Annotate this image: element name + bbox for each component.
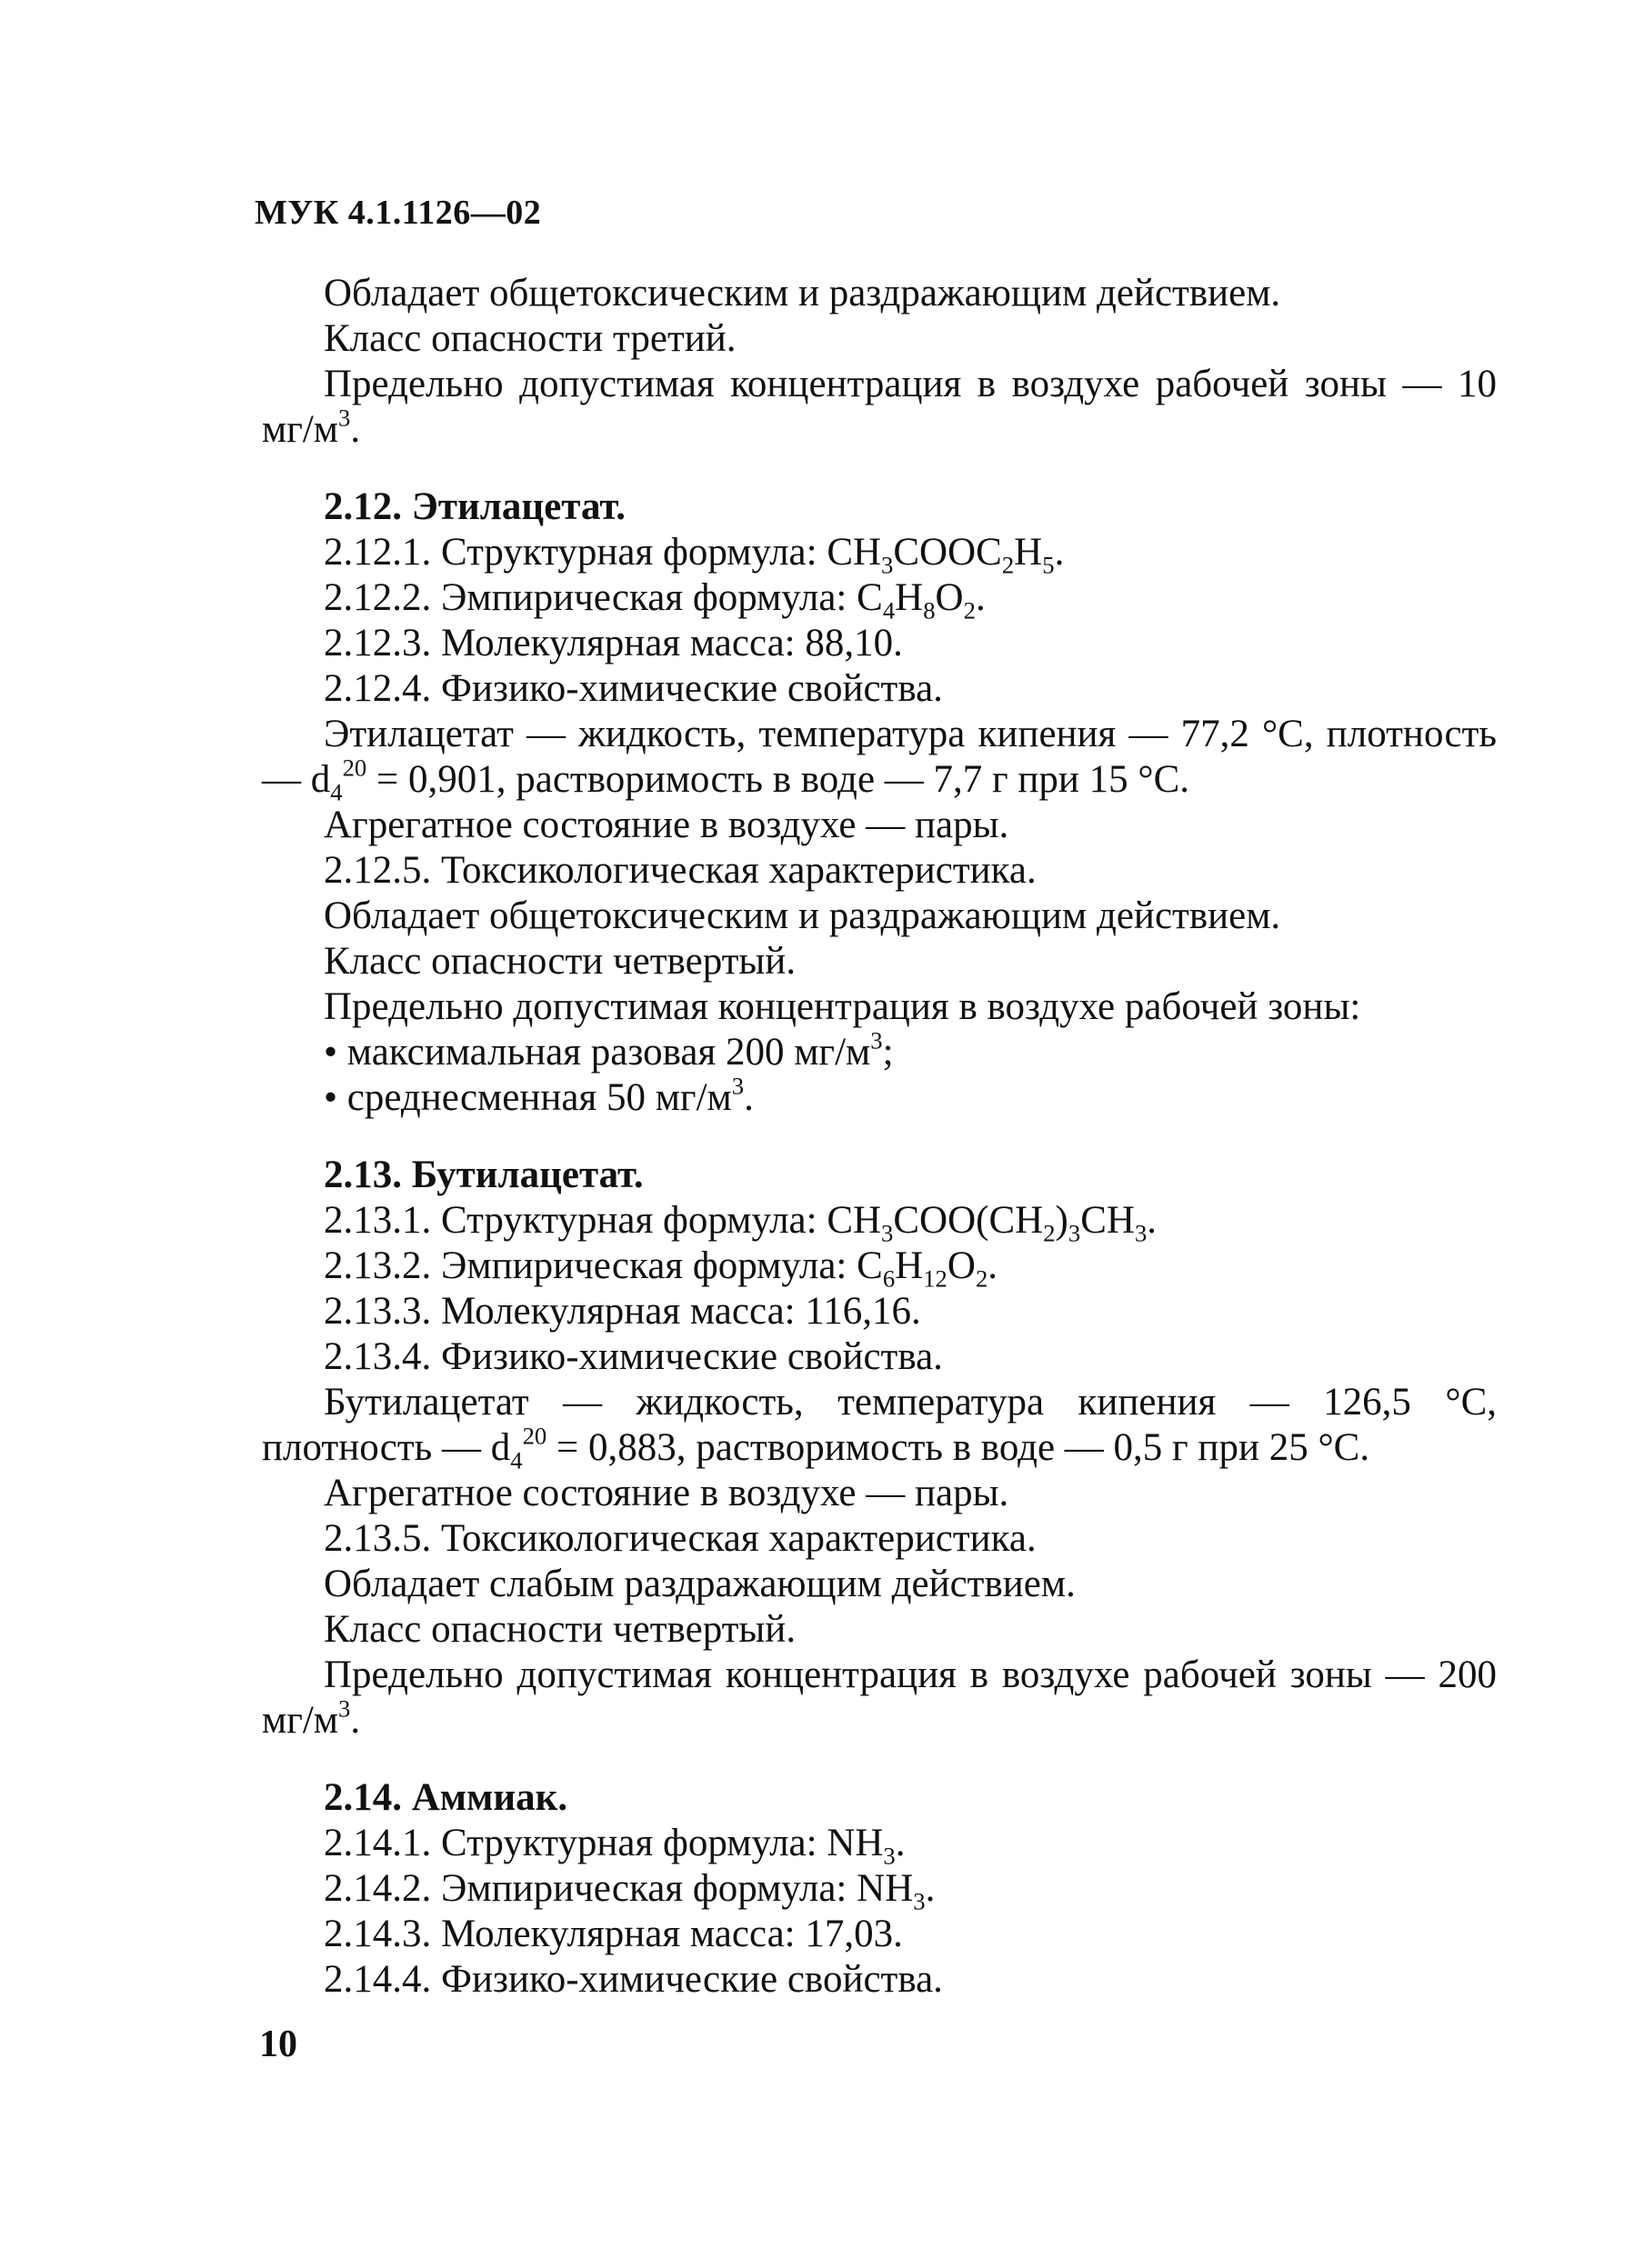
intro-effect: Обладает общетоксическим и раздражающим действием. bbox=[324, 272, 1281, 315]
s212-mac-avg-text: • среднесменная 50 мг/м bbox=[324, 1076, 732, 1119]
s213-mac bbox=[262, 1653, 1497, 1743]
section-2-13-title: Бутилацетат. bbox=[411, 1154, 644, 1196]
f-sub: 2 bbox=[1043, 1219, 1056, 1247]
section-2-12-number: 2.12. bbox=[324, 485, 402, 528]
section-2-14-title: Аммиак. bbox=[411, 1776, 568, 1819]
s213-effect: Обладает слабым раздражающим действием. bbox=[324, 1563, 1076, 1605]
document-body bbox=[262, 271, 1497, 2003]
s212-structural-formula bbox=[262, 530, 1497, 579]
section-2-12-title: Этилацетат. bbox=[411, 485, 626, 528]
s212-mac-max-end: ; bbox=[882, 1031, 894, 1074]
section-2-12-heading bbox=[262, 485, 1497, 530]
s212-aggregate-state: Агрегатное состояние в воздухе — пары. bbox=[324, 804, 1009, 846]
s212-hazard-class: Класс опасности четвертый. bbox=[324, 940, 797, 983]
f-dot: . bbox=[1147, 1199, 1158, 1242]
s213-empirical-formula bbox=[262, 1244, 1497, 1293]
f-ch: CH bbox=[1080, 1199, 1135, 1242]
f-h: H bbox=[895, 1244, 924, 1287]
s214-empirical-formula bbox=[262, 1866, 1497, 1915]
s214-molecular-mass: 2.14.3. Молекулярная масса: 17,03. bbox=[324, 1913, 903, 1955]
f-c: C bbox=[857, 1244, 883, 1287]
f-cooc: COOC bbox=[893, 531, 1002, 574]
s212-mac-max-text: • максимальная разовая 200 мг/м bbox=[324, 1031, 871, 1074]
s213-molecular-mass: 2.13.3. Молекулярная масса: 116,16. bbox=[324, 1290, 921, 1333]
f-sub: 3 bbox=[883, 1842, 896, 1870]
f-dot: . bbox=[987, 1244, 998, 1287]
s213-props-b: = 0,883, растворимость в воде — 0,5 г при 25 °С. bbox=[546, 1426, 1370, 1469]
s213-properties bbox=[262, 1380, 1497, 1474]
s212-d-sub: 4 bbox=[330, 778, 343, 806]
section-2-13-heading bbox=[262, 1153, 1497, 1198]
f-sub: 6 bbox=[882, 1264, 896, 1293]
f-sub: 12 bbox=[923, 1264, 947, 1293]
f-o: O bbox=[935, 576, 964, 619]
s212-emp-label: 2.12.2. Эмпирическая формула: bbox=[324, 576, 857, 619]
s213-tox-label: 2.13.5. Токсикологическая характеристика. bbox=[324, 1517, 1037, 1560]
s213-emp-label: 2.13.2. Эмпирическая формула: bbox=[324, 1244, 857, 1287]
s212-empirical-formula bbox=[262, 575, 1497, 624]
f-sub: 3 bbox=[881, 551, 894, 579]
intro-mac-label: Предельно допустимая концентрация в воздухе рабочей зоны — bbox=[324, 363, 1442, 405]
f-sub: 2 bbox=[975, 1264, 988, 1293]
f-o: O bbox=[947, 1244, 976, 1287]
intro-hazard-class: Класс опасности третий. bbox=[324, 317, 737, 360]
f-sub: 2 bbox=[963, 596, 976, 624]
section-2-14-heading bbox=[262, 1775, 1497, 1821]
s213-props-a: Бутилацетат — жидкость, температура кипения — 126,5 °С, плотность — d bbox=[262, 1381, 1497, 1469]
s212-mac-max-sup: 3 bbox=[870, 1026, 883, 1054]
f-coo-ch: COO(CH bbox=[893, 1199, 1044, 1242]
s214-structural-formula bbox=[262, 1821, 1497, 1870]
s212-molecular-mass: 2.12.3. Молекулярная масса: 88,10. bbox=[324, 622, 903, 664]
f-nh: NH bbox=[827, 1822, 884, 1864]
f-dot: . bbox=[895, 1822, 906, 1864]
section-2-13-number: 2.13. bbox=[324, 1154, 402, 1196]
s212-d-sup: 20 bbox=[342, 754, 367, 782]
s213-structural-formula bbox=[262, 1198, 1497, 1247]
intro-mac-value: 10 мг/м bbox=[262, 363, 1497, 451]
s213-mac-end: . bbox=[350, 1699, 361, 1742]
s213-mac-value: 200 мг/м bbox=[262, 1654, 1497, 1742]
f-h: H bbox=[895, 576, 924, 619]
s212-mac-avg-end: . bbox=[744, 1076, 754, 1119]
s212-mac-max bbox=[262, 1026, 1497, 1075]
s213-mac-label: Предельно допустимая концентрация в воздухе рабочей зоны — bbox=[324, 1654, 1425, 1696]
f-sub: 3 bbox=[913, 1887, 926, 1915]
s212-props-b: = 0,901, растворимость в воде — 7,7 г при 15 °С. bbox=[366, 758, 1190, 801]
s213-hazard-class: Класс опасности четвертый. bbox=[324, 1608, 797, 1651]
f-sub: 2 bbox=[1001, 551, 1015, 579]
intro-mac bbox=[262, 362, 1497, 453]
s212-mac-label: Предельно допустимая концентрация в воздухе рабочей зоны: bbox=[324, 985, 1361, 1028]
s214-properties-label: 2.14.4. Физико-химические свойства. bbox=[324, 1958, 943, 2001]
s212-effect: Обладает общетоксическим и раздражающим действием. bbox=[324, 894, 1281, 937]
f-dot: . bbox=[975, 576, 986, 619]
section-2-14-number: 2.14. bbox=[324, 1776, 402, 1819]
f-sub: 5 bbox=[1042, 551, 1055, 579]
intro-mac-end: . bbox=[350, 408, 361, 451]
f-sub: 3 bbox=[881, 1219, 894, 1247]
f-h: H bbox=[1014, 531, 1043, 574]
s213-properties-label: 2.13.4. Физико-химические свойства. bbox=[324, 1335, 943, 1378]
page-number: 10 bbox=[259, 2023, 297, 2065]
document-code-header: МУК 4.1.1126—02 bbox=[255, 194, 542, 232]
f-ch: CH bbox=[827, 1199, 882, 1242]
s212-properties-label: 2.12.4. Физико-химические свойства. bbox=[324, 667, 943, 710]
s212-properties bbox=[262, 712, 1497, 806]
f-c: C bbox=[857, 576, 883, 619]
intro-mac-sup: 3 bbox=[338, 404, 351, 432]
s214-emp-label: 2.14.2. Эмпирическая формула: bbox=[324, 1867, 857, 1910]
f-ch: CH bbox=[827, 531, 882, 574]
f-sub: 8 bbox=[923, 596, 936, 624]
s212-props-a: Этилацетат — жидкость, температура кипения — 77,2 °С, плотность — d bbox=[262, 713, 1497, 801]
s212-struct-label: 2.12.1. Структурная формула: bbox=[324, 531, 827, 574]
f-dot: . bbox=[1054, 531, 1065, 574]
s213-aggregate-state: Агрегатное состояние в воздухе — пары. bbox=[324, 1472, 1009, 1514]
f-sub: 4 bbox=[882, 596, 896, 624]
f-dot: . bbox=[925, 1867, 936, 1910]
f-close: ) bbox=[1055, 1199, 1068, 1242]
s212-mac-avg bbox=[262, 1072, 1497, 1121]
s213-d-sub: 4 bbox=[510, 1446, 523, 1474]
s212-tox-label: 2.12.5. Токсикологическая характеристика. bbox=[324, 849, 1037, 892]
s212-mac-avg-sup: 3 bbox=[731, 1072, 745, 1100]
s213-d-sup: 20 bbox=[522, 1422, 547, 1450]
f-nh: NH bbox=[857, 1867, 914, 1910]
f-sub: 3 bbox=[1134, 1219, 1148, 1247]
s214-struct-label: 2.14.1. Структурная формула: bbox=[324, 1822, 827, 1864]
f-sub: 3 bbox=[1068, 1219, 1081, 1247]
s213-struct-label: 2.13.1. Структурная формула: bbox=[324, 1199, 827, 1242]
s213-mac-sup: 3 bbox=[338, 1694, 351, 1723]
